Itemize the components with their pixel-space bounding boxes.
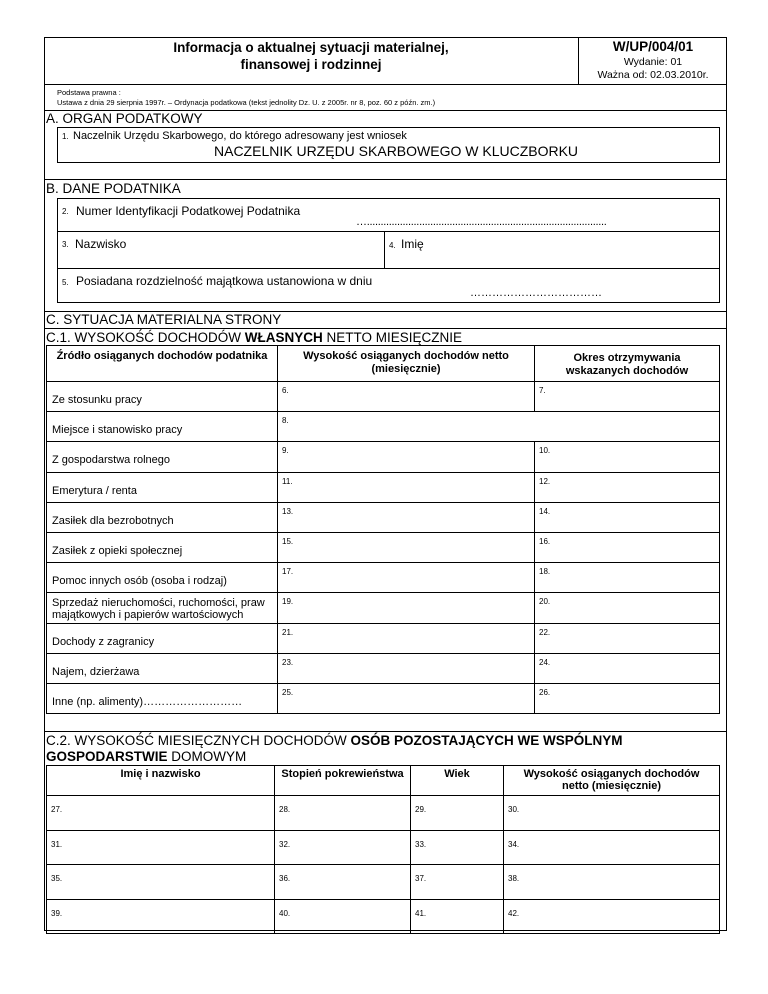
c2-name-input[interactable] <box>46 864 275 900</box>
c1-amount-input[interactable] <box>277 562 535 593</box>
legal-basis: Podstawa prawna : Ustawa z dnia 29 sierpnia 1997r. – Ordynacja podatkowa (tekst jednolity Dz. U. z 2005r. nr 8, poz. 60 z późn. zm.) <box>57 88 436 107</box>
section-c-title: C. SYTUACJA MATERIALNA STRONY <box>46 312 282 327</box>
c1-period-input[interactable] <box>534 472 720 503</box>
section-a-title: A. ORGAN PODATKOWY <box>46 111 203 126</box>
field-number: 37. <box>415 874 427 883</box>
field-number: 21. <box>282 628 294 637</box>
divider <box>44 731 727 732</box>
c1-row-label: Sprzedaż nieruchomości, ruchomości, praw majątkowych i papierów wartościowych <box>46 592 278 624</box>
c1-period-input[interactable] <box>534 562 720 593</box>
c1-amount-input[interactable] <box>277 381 535 412</box>
field-number: 33. <box>415 840 427 849</box>
field-number: 11. <box>282 477 293 486</box>
c1-amount-input[interactable] <box>277 592 535 624</box>
field-number: 7. <box>539 386 546 395</box>
c1-period-input[interactable] <box>534 532 720 563</box>
field-number: 30. <box>508 805 520 814</box>
c2-header-age: Wiek <box>410 765 504 796</box>
divider <box>44 328 727 329</box>
dotted-line: …....................................................................................... <box>356 216 607 228</box>
c1-row-label: Emerytura / renta <box>46 472 278 503</box>
field-label: Posiadana rozdzielność majątkowa ustanowiona w dniu <box>76 274 373 288</box>
field-number: 29. <box>415 805 427 814</box>
c1-row-label: Dochody z zagranicy <box>46 623 278 654</box>
c2-relation-input[interactable] <box>274 795 411 831</box>
c1-amount-input[interactable] <box>277 502 535 533</box>
field-number: 32. <box>279 840 291 849</box>
dotted-line: ……………………………… <box>470 287 602 299</box>
tax-office-value: NACZELNIK URZĘDU SKARBOWEGO W KLUCZBORKU <box>214 143 579 159</box>
surname-field[interactable] <box>57 231 385 269</box>
c1-row-label: Pomoc innych osób (osoba i rodzaj) <box>46 562 278 593</box>
field-number: 19. <box>282 597 294 606</box>
c1-period-input[interactable] <box>534 441 720 473</box>
c1-row-label: Zasiłek z opieki społecznej <box>46 532 278 563</box>
form-title: Informacja o aktualnej sytuacji materialnej, finansowej i rodzinnej <box>173 40 449 72</box>
field-number: 38. <box>508 874 520 883</box>
field-number: 4. <box>389 241 396 250</box>
c1-row-label: Z gospodarstwa rolnego <box>46 441 278 473</box>
c1-amount-input[interactable] <box>277 411 720 442</box>
field-number: 15. <box>282 537 294 546</box>
field-number: 12. <box>539 477 551 486</box>
c1-amount-input[interactable] <box>277 683 535 714</box>
section-b-title: B. DANE PODATNIKA <box>46 181 181 196</box>
field-number: 23. <box>282 658 294 667</box>
field-number: 20. <box>539 597 551 606</box>
c1-amount-input[interactable] <box>277 653 535 684</box>
field-label: Naczelnik Urzędu Skarbowego, do którego adresowany jest wniosek <box>73 130 407 142</box>
c1-row-label: Ze stosunku pracy <box>46 381 278 412</box>
field-number: 28. <box>279 805 291 814</box>
form-edition-info: Wydanie: 01 Ważna od: 02.03.2010r. <box>597 56 709 81</box>
tax-office-field[interactable] <box>57 127 720 163</box>
c1-period-input[interactable] <box>534 381 720 412</box>
c1-period-input[interactable] <box>534 683 720 714</box>
c1-row-label: Miejsce i stanowisko pracy <box>46 411 278 442</box>
c2-name-input[interactable] <box>46 899 275 934</box>
c2-amount-input[interactable] <box>503 899 720 934</box>
field-number: 26. <box>539 688 551 697</box>
c1-row-label: Zasiłek dla bezrobotnych <box>46 502 278 533</box>
field-number: 10. <box>539 446 551 455</box>
c1-row-label: Najem, dzierżawa <box>46 653 278 684</box>
c2-amount-input[interactable] <box>503 830 720 865</box>
c1-amount-input[interactable] <box>277 472 535 503</box>
c2-amount-input[interactable] <box>503 864 720 900</box>
first-name-field[interactable] <box>384 231 720 269</box>
field-number: 18. <box>539 567 551 576</box>
c2-age-input[interactable] <box>410 830 504 865</box>
field-number: 36. <box>279 874 291 883</box>
field-number: 13. <box>282 507 294 516</box>
c1-header-source: Źródło osiąganych dochodów podatnika <box>46 345 278 382</box>
c2-age-input[interactable] <box>410 899 504 934</box>
field-number: 24. <box>539 658 551 667</box>
field-number: 16. <box>539 537 551 546</box>
c1-row-label: Inne (np. alimenty)……………………… <box>46 683 278 714</box>
field-number: 31. <box>51 840 63 849</box>
field-number: 8. <box>282 416 289 425</box>
c1-amount-input[interactable] <box>277 532 535 563</box>
c2-name-input[interactable] <box>46 795 275 831</box>
c1-period-input[interactable] <box>534 592 720 624</box>
field-label: Nazwisko <box>75 237 127 251</box>
field-label: Imię <box>401 237 424 251</box>
nip-field[interactable] <box>57 198 720 232</box>
field-number: 22. <box>539 628 551 637</box>
field-number: 40. <box>279 909 291 918</box>
field-number: 35. <box>51 874 63 883</box>
form-code: W/UP/004/01 <box>612 39 694 54</box>
c2-relation-input[interactable] <box>274 864 411 900</box>
field-number: 14. <box>539 507 551 516</box>
c2-name-input[interactable] <box>46 830 275 865</box>
c2-relation-input[interactable] <box>274 830 411 865</box>
field-number: 27. <box>51 805 63 814</box>
c2-header-relation: Stopień pokrewieństwa <box>274 765 411 796</box>
field-number: 39. <box>51 909 63 918</box>
c2-relation-input[interactable] <box>274 899 411 934</box>
c2-header-name: Imię i nazwisko <box>46 765 275 796</box>
field-number: 2. <box>62 207 69 216</box>
field-number: 41. <box>415 909 427 918</box>
field-number: 6. <box>282 386 289 395</box>
field-number: 3. <box>62 240 69 249</box>
field-number: 17. <box>282 567 294 576</box>
field-number: 1. <box>62 132 69 141</box>
field-number: 34. <box>508 840 520 849</box>
section-c2-title: C.2. WYSOKOŚĆ MIESIĘCZNYCH DOCHODÓW OSÓB POZOSTAJĄCYCH WE WSPÓLNYM GOSPODARSTWIE DOMOWYM <box>46 733 623 764</box>
c2-amount-input[interactable] <box>503 795 720 831</box>
field-number: 5. <box>62 278 69 287</box>
c1-period-input[interactable] <box>534 653 720 684</box>
c2-age-input[interactable] <box>410 795 504 831</box>
c1-header-amount: Wysokość osiąganych dochodów netto (miesięcznie) <box>277 345 535 382</box>
c1-amount-input[interactable] <box>277 441 535 473</box>
c1-amount-input[interactable] <box>277 623 535 654</box>
c1-header-period: Okres otrzymywania wskazanych dochodów <box>534 345 720 382</box>
c2-age-input[interactable] <box>410 864 504 900</box>
c1-period-input[interactable] <box>534 502 720 533</box>
field-number: 25. <box>282 688 294 697</box>
section-c1-title: C.1. WYSOKOŚĆ DOCHODÓW WŁASNYCH NETTO MIESIĘCZNIE <box>46 330 463 345</box>
divider <box>44 179 727 180</box>
field-number: 42. <box>508 909 520 918</box>
property-separation-field[interactable] <box>57 268 720 303</box>
field-number: 9. <box>282 446 289 455</box>
field-label: Numer Identyfikacji Podatkowej Podatnika <box>76 204 301 218</box>
c1-period-input[interactable] <box>534 623 720 654</box>
c2-header-amount: Wysokość osiąganych dochodów netto (miesięcznie) <box>503 765 720 796</box>
